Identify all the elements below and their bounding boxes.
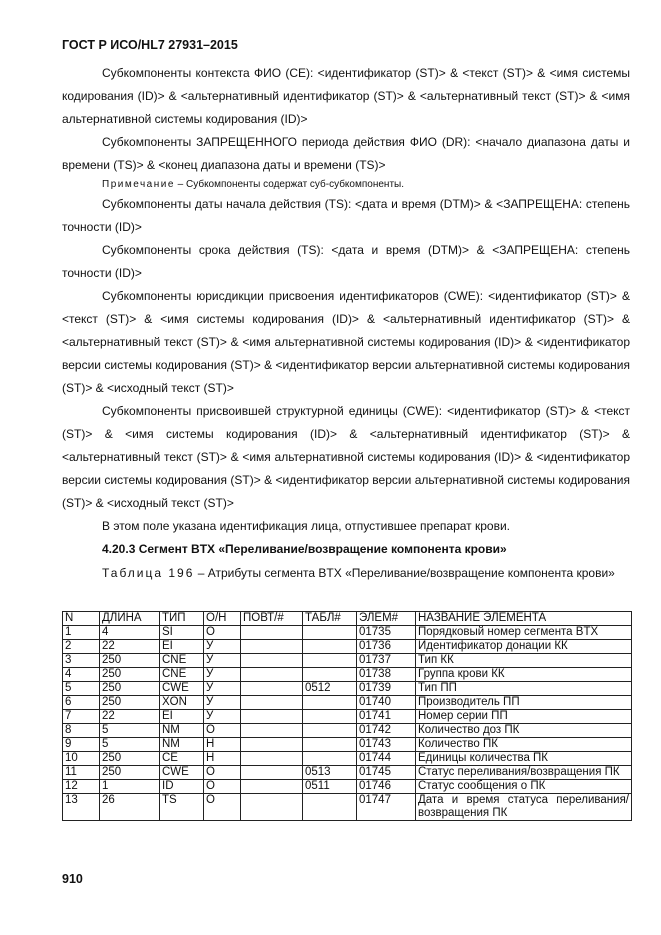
table-cell: EI	[160, 710, 204, 724]
section-title: 4.20.3 Сегмент BTX «Переливание/возвращение компонента крови»	[102, 542, 507, 556]
table-cell: У	[204, 682, 241, 696]
table-cell: О	[204, 780, 241, 794]
paragraph-start-date-subcomponents: Субкомпоненты даты начала действия (TS): <дата и время (DTM)> & <ЗАПРЕЩЕНА: степень точности (ID)>	[62, 197, 630, 234]
note-label: Примечание	[102, 179, 175, 190]
table-cell: Порядковый номер сегмента BTX	[416, 626, 632, 640]
table-cell: CNE	[160, 654, 204, 668]
table-cell: Дата и время статуса переливания/возвращения ПК	[416, 794, 632, 821]
table-cell	[303, 710, 357, 724]
table-cell: Н	[204, 738, 241, 752]
table-cell: Статус переливания/возвращения ПК	[416, 766, 632, 780]
paragraph-dr-subcomponents: Субкомпоненты ЗАПРЕЩЕННОГО периода действия ФИО (DR): <начало диапазона даты и времени (TS)> & <конец диапазона даты и времени (TS)>	[62, 135, 630, 172]
table-cell	[241, 696, 303, 710]
table-cell: 4	[100, 626, 160, 640]
column-header: ПОВТ/#	[241, 612, 303, 626]
table-cell	[241, 780, 303, 794]
table-cell: Номер серии ПП	[416, 710, 632, 724]
table-cell: 01747	[357, 794, 416, 821]
table-cell: У	[204, 710, 241, 724]
table-cell	[241, 752, 303, 766]
paragraph-expiry-subcomponents: Субкомпоненты срока действия (TS): <дата и время (DTM)> & <ЗАПРЕЩЕНА: степень точности (ID)>	[62, 243, 630, 280]
table-cell: 01745	[357, 766, 416, 780]
table-cell: Статус сообщения о ПК	[416, 780, 632, 794]
table-cell: 01737	[357, 654, 416, 668]
table-cell: О	[204, 724, 241, 738]
table-cell: CE	[160, 752, 204, 766]
btx-attributes-table	[62, 611, 632, 821]
table-cell: 01743	[357, 738, 416, 752]
table-cell: О	[204, 626, 241, 640]
table-cell: О	[204, 766, 241, 780]
table-cell: 250	[100, 696, 160, 710]
table-row	[63, 724, 632, 738]
table-row	[63, 766, 632, 780]
column-header: О/Н	[204, 612, 241, 626]
table-row	[63, 752, 632, 766]
table-cell: TS	[160, 794, 204, 821]
table-body	[63, 626, 632, 821]
table-cell: 0513	[303, 766, 357, 780]
table-cell: 01742	[357, 724, 416, 738]
table-cell: CWE	[160, 682, 204, 696]
table-cell: У	[204, 654, 241, 668]
table-cell	[303, 696, 357, 710]
table-cell	[303, 668, 357, 682]
table-cell	[241, 654, 303, 668]
table-cell: ID	[160, 780, 204, 794]
table-cell: 250	[100, 654, 160, 668]
table-cell: Количество ПК	[416, 738, 632, 752]
table-cell: NM	[160, 724, 204, 738]
table-row	[63, 654, 632, 668]
table-cell: Тип ПП	[416, 682, 632, 696]
table-cell: SI	[160, 626, 204, 640]
table-cell	[241, 668, 303, 682]
table-cell: 11	[63, 766, 100, 780]
table-cell	[241, 794, 303, 821]
table-row	[63, 794, 632, 821]
paragraph-field-description: В этом поле указана идентификация лица, отпустившее препарат крови.	[102, 519, 510, 533]
table-cell: 0511	[303, 780, 357, 794]
table-cell: Количество доз ПК	[416, 724, 632, 738]
table-row	[63, 682, 632, 696]
note-text: – Субкомпоненты содержат суб-субкомпоненты.	[174, 179, 404, 190]
table-row	[63, 668, 632, 682]
table-cell: Идентификатор донации КК	[416, 640, 632, 654]
table-row	[63, 626, 632, 640]
table-header-row	[63, 612, 632, 626]
table-cell	[303, 626, 357, 640]
table-cell	[241, 626, 303, 640]
table-cell: 8	[63, 724, 100, 738]
table-cell	[241, 682, 303, 696]
table-cell: У	[204, 668, 241, 682]
table-cell: NM	[160, 738, 204, 752]
table-row	[63, 738, 632, 752]
table-row	[63, 640, 632, 654]
table-caption-label: Таблица 196	[102, 566, 195, 580]
table-cell: О	[204, 794, 241, 821]
paragraph-ce-subcomponents: Субкомпоненты контекста ФИО (CE): <идентификатор (ST)> & <текст (ST)> & <имя системы кодирования (ID)> & <альтернативный идентификатор (ST)> & <альтернативный текст (ST)> & <имя альтернативной системы кодирования (ID)>	[62, 66, 630, 126]
column-header: НАЗВАНИЕ ЭЛЕМЕНТА	[416, 612, 632, 626]
table-cell: У	[204, 640, 241, 654]
table-cell	[303, 654, 357, 668]
table-cell: 01741	[357, 710, 416, 724]
table-cell	[303, 794, 357, 821]
table-cell: CWE	[160, 766, 204, 780]
paragraph-jurisdiction-subcomponents: Субкомпоненты юрисдикции присвоения идентификаторов (CWE): <идентификатор (ST)> & <текст (ST)> & <имя системы кодирования (ID)> & <альтернативный идентификатор (ST)> & <альтернативный текст (ST)> & <имя альтернативной системы кодирования (ID)> & <идентификатор версии системы кодирования (ST)> & <идентификатор версии альтернативной системы кодирования (ST)> & <исходный текст (ST)>	[62, 289, 630, 395]
table-cell	[241, 724, 303, 738]
table-cell	[303, 752, 357, 766]
table-cell: 7	[63, 710, 100, 724]
table-cell: 01738	[357, 668, 416, 682]
table-cell: 250	[100, 668, 160, 682]
table-cell: 1	[100, 780, 160, 794]
table-cell: 5	[63, 682, 100, 696]
table-cell	[241, 640, 303, 654]
column-header: ДЛИНА	[100, 612, 160, 626]
table-cell: 5	[100, 724, 160, 738]
table-cell: 01739	[357, 682, 416, 696]
table-cell	[303, 738, 357, 752]
table-cell: 26	[100, 794, 160, 821]
table-row	[63, 710, 632, 724]
document-header: ГОСТ Р ИСО/HL7 27931–2015	[62, 38, 238, 52]
table-cell: 01746	[357, 780, 416, 794]
table-cell: 250	[100, 682, 160, 696]
column-header: ТИП	[160, 612, 204, 626]
column-header: N	[63, 612, 100, 626]
table-cell: 01736	[357, 640, 416, 654]
table-row	[63, 696, 632, 710]
table-cell: 250	[100, 752, 160, 766]
column-header: ТАБЛ#	[303, 612, 357, 626]
table-cell: EI	[160, 640, 204, 654]
table-cell: 2	[63, 640, 100, 654]
table-cell: Группа крови КК	[416, 668, 632, 682]
page-number: 910	[62, 872, 83, 886]
table-cell: 5	[100, 738, 160, 752]
table-cell: 4	[63, 668, 100, 682]
table-cell: 6	[63, 696, 100, 710]
table-cell: 0512	[303, 682, 357, 696]
table-cell: 10	[63, 752, 100, 766]
table-cell: 13	[63, 794, 100, 821]
table-cell	[303, 640, 357, 654]
table-cell: 1	[63, 626, 100, 640]
table-cell	[241, 738, 303, 752]
table-cell: Производитель ПП	[416, 696, 632, 710]
column-header: ЭЛЕМ#	[357, 612, 416, 626]
table-cell	[241, 766, 303, 780]
table-cell: CNE	[160, 668, 204, 682]
table-cell: 01740	[357, 696, 416, 710]
table-cell: Единицы количества ПК	[416, 752, 632, 766]
table-cell: XON	[160, 696, 204, 710]
table-row	[63, 780, 632, 794]
table-caption-text: – Атрибуты сегмента BTX «Переливание/возвращение компонента крови»	[194, 566, 615, 580]
note	[102, 178, 404, 192]
table-cell: 01744	[357, 752, 416, 766]
table-cell: У	[204, 696, 241, 710]
table-cell: 3	[63, 654, 100, 668]
table-cell: 12	[63, 780, 100, 794]
paragraph-assigning-unit-subcomponents: Субкомпоненты присвоившей структурной единицы (CWE): <идентификатор (ST)> & <текст (ST)> & <имя системы кодирования (ID)> & <альтернативный идентификатор (ST)> & <альтернативный текст (ST)> & <имя альтернативной системы кодирования (ID)> & <идентификатор версии системы кодирования (ST)> & <идентификатор версии альтернативной системы кодирования (ST)> & <исходный текст (ST)>	[62, 404, 630, 510]
table-cell: 22	[100, 640, 160, 654]
table-cell: 250	[100, 766, 160, 780]
table-cell: Н	[204, 752, 241, 766]
table-cell: 22	[100, 710, 160, 724]
table-caption	[62, 562, 630, 584]
table-cell	[241, 710, 303, 724]
table-cell: Тип КК	[416, 654, 632, 668]
table-cell	[303, 724, 357, 738]
table-cell: 01735	[357, 626, 416, 640]
table-cell: 9	[63, 738, 100, 752]
